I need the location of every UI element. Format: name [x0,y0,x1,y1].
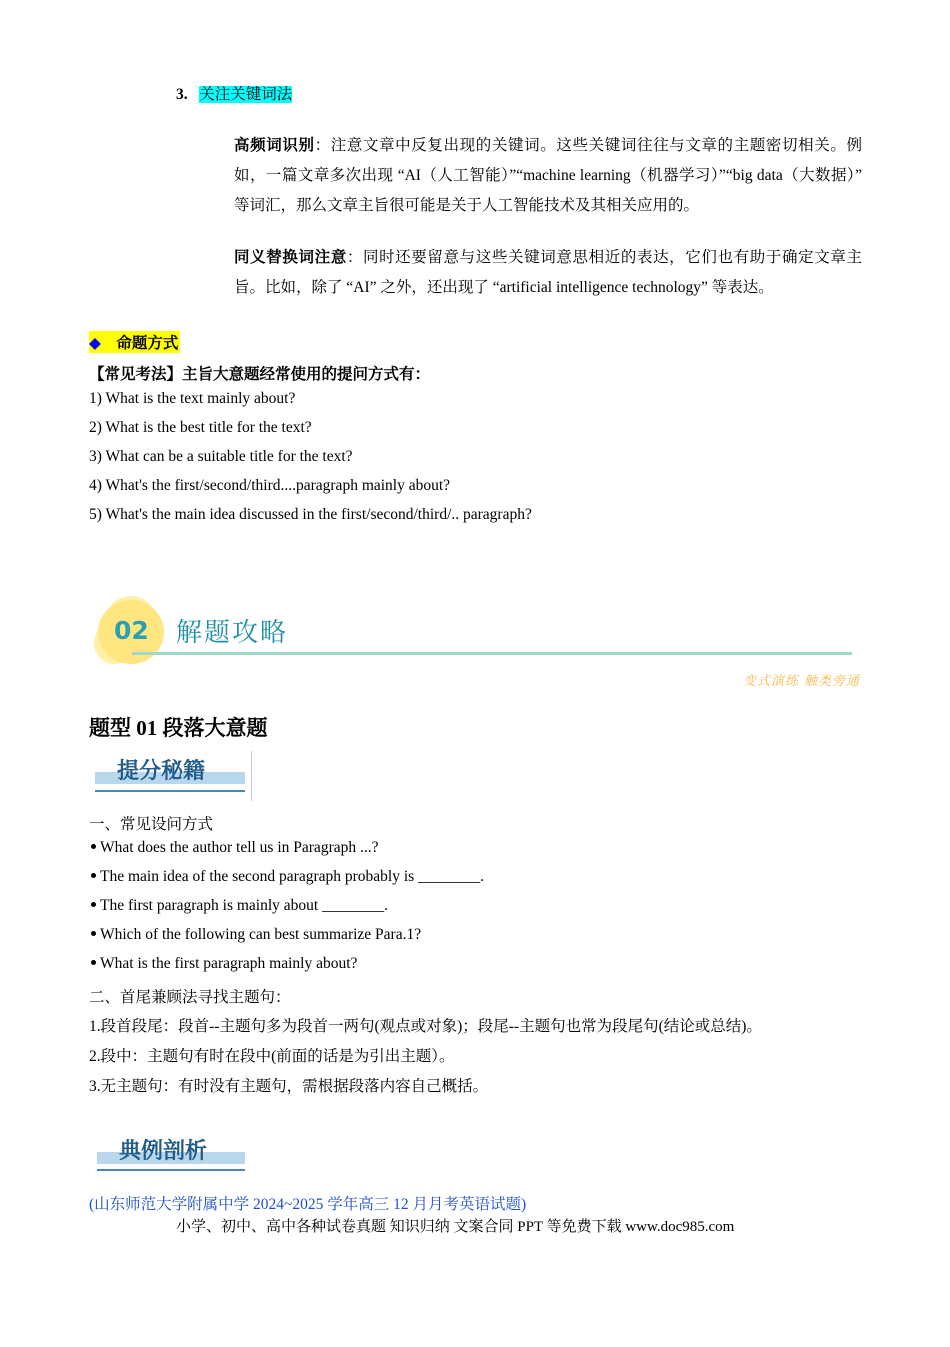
method-item: 1.段首段尾：段首--主题句多为段首一两句(观点或对象)；段尾--主题句也常为段尾句(结论或总结)。 [89,1018,762,1035]
bullet-icon [91,960,96,965]
diamond-icon: ◆ [89,335,101,352]
para-label: 高频词识别 [234,137,315,154]
bullet-text: The first paragraph is mainly about ________. [100,897,388,914]
question-item: 2) What is the best title for the text? [89,419,312,436]
common-method-heading: 【常见考法】主旨大意题经常使用的提问方式有： [89,366,431,383]
question-item: 1) What is the text mainly about? [89,390,296,407]
banner-subtitle: 变式演练 触类旁通 [742,674,860,689]
page-footer: 小学、初中、高中各种试卷真题 知识归纳 文案合同 PPT 等免费下载 www.doc985.com [176,1219,735,1235]
question-item: 5) What's the main idea discussed in the first/second/third/.. paragraph? [89,506,532,523]
section-3-heading [176,82,292,104]
method-item: 2.段中：主题句有时在段中(前面的话是为引出主题）。 [89,1048,455,1065]
bullet-item [89,839,379,857]
banner-divider [132,652,852,655]
question-style-heading [89,331,180,353]
banner-number: 02 [114,616,149,645]
tips-label-text: 提分秘籍 [117,759,206,784]
bullet-item [89,868,484,886]
bullet-text: What is the first paragraph mainly about? [100,955,358,972]
label-divider [251,751,252,801]
section-number: 3. [176,86,188,103]
para-text: ：注意文章中反复出现的关键词。这些关键词往往与文章的主题密切相关。例如，一篇文章多次出现 “AI（人工智能）”“machine learning（机器学习）”“big data（大数据）” 等词汇，那么文章主旨很可能是关于人工智能技术及其相关应用的。 [234,137,862,214]
bullet-text: The main idea of the second paragraph probably is ________. [100,868,484,885]
section-title: 关注关键词法 [199,86,293,103]
example-label-text: 典例剖析 [119,1139,208,1164]
bullet-item [89,955,357,973]
label-underline [95,790,245,792]
question-type-title: 题型 01 段落大意题 [89,716,268,740]
question-item: 3) What can be a suitable title for the text? [89,448,353,465]
high-frequency-paragraph [234,131,862,221]
section-two-heading: 二、首尾兼顾法寻找主题句： [89,989,291,1006]
bullet-icon [91,931,96,936]
question-item: 4) What's the first/second/third....paragraph mainly about? [89,477,451,494]
banner-title: 解题攻略 [176,618,289,648]
bullet-item [89,926,421,944]
bullet-icon [91,844,96,849]
synonym-paragraph [234,243,862,303]
source-citation: (山东师范大学附属中学 2024~2025 学年高三 12 月月考英语试题) [89,1196,527,1213]
method-item: 3.无主题句：有时没有主题句，需根据段落内容自己概括。 [89,1078,489,1095]
question-style-title: 命题方式 [116,335,179,352]
bullet-icon [91,873,96,878]
bullet-item [89,897,388,915]
bullet-icon [91,902,96,907]
para-label: 同义替换词注意 [234,249,347,266]
para-text: ：同时还要留意与这些关键词意思相近的表达，它们也有助于确定文章主旨。比如，除了 “AI” 之外，还出现了 “artificial intelligence technology” 等表达。 [234,249,862,296]
label-underline [97,1169,245,1171]
section-one-heading: 一、常见设问方式 [89,816,214,833]
bullet-text: What does the author tell us in Paragraph ...? [100,839,379,856]
bullet-text: Which of the following can best summarize Para.1? [100,926,422,943]
